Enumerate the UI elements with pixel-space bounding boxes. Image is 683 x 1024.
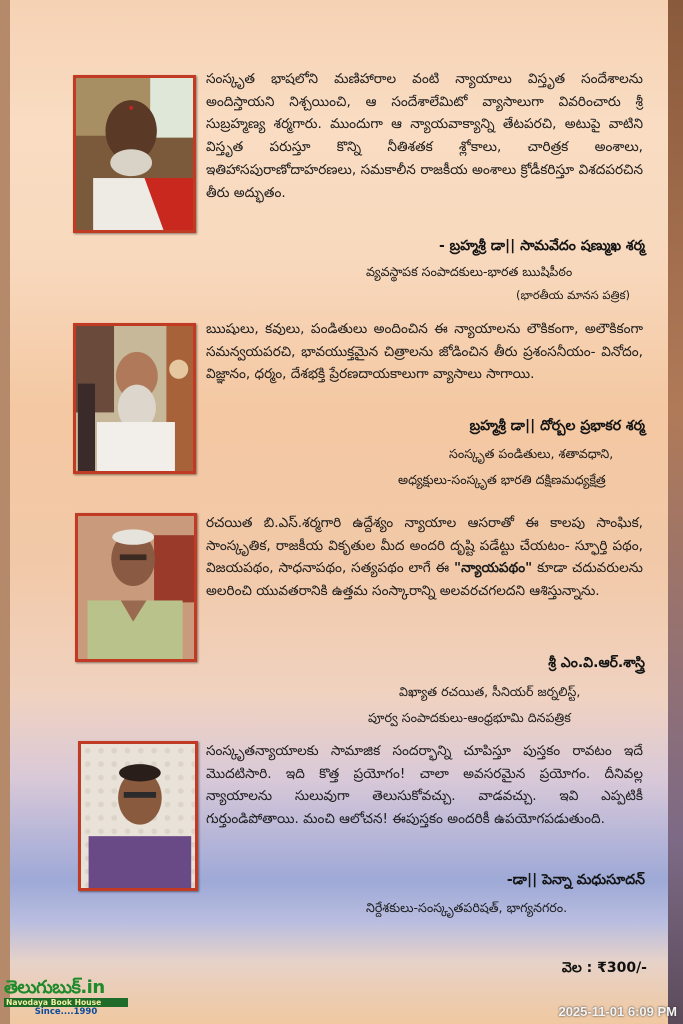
reviewer-designation-3a: విఖ్యాత రచయిత, సీనియర్ జర్నలిస్ట్,: [399, 684, 581, 699]
logo-since: Since....1990: [34, 1007, 98, 1017]
reviewer-designation-2b: అధ్యక్షులు-సంస్కృత భారతి దక్షిణమధ్యక్షేత్ర: [398, 472, 606, 487]
review-text-3: [206, 512, 643, 603]
reviewer-photo-3: [75, 513, 197, 662]
logo-strip: Navodaya Book House: [4, 998, 128, 1007]
review-text-1: సంస్కృత భాషలోని మణిహారాల వంటి న్యాయాలు విస్తృత సందేశాలను అందిస్తాయని నిశ్చయించి, ఆ సందేశాలేమిటో వ్యాసాలుగా వివరించారు శ్రీ సుబ్రహ్మణ్య శర్మగారు. ముందుగా ఆ న్యాయవాక్యాన్ని తేటపరచి, అటుపై వాటిని విస్తృత పరుస్తూ కొన్ని నీతిశతక శ్లోకాలు, చారిత్రక అంశాలు, ఇతిహాసపురాణోదాహరణలు, సమకాలీన రాజకీయ అంశాలు క్రోడీకరిస్తూ విశదపరచిన తీరు అద్భుతం.: [206, 71, 643, 201]
review-text-3-start: రచయిత బి.ఎస్.శర్మగారి ఉద్దేశ్యం న్యాయాల ఆసరాతో ఈ కాలపు సాంఘిక, సాంస్కృతిక, రాజకీయ వికృతుల మీద అందరి దృష్టి పడేట్టు చేయటం- స్ఫూర్తి పథం, విజయపథం, సాధనాపథం, సత్యపథం లాగే ఈ: [206, 515, 643, 577]
book-price: వెల : ₹300/-: [561, 960, 647, 976]
reviewer-name-3: శ్రీ ఎం.వి.ఆర్.శాస్త్రి: [548, 655, 645, 671]
review-text-4: సంస్కృతన్యాయాలకు సామాజిక సందర్భాన్ని చూపిస్తూ పుస్తకం రావటం ఇదే మొదటిసారి. ఇది కొత్త ప్రయోగం! చాలా అవసరమైన ప్రయోగం. దీనివల్ల న్యాయాలను సులువుగా తెలుసుకోవచ్చు. వాడవచ్చు. ఇవి ఎప్పటికీ గుర్తుండిపోతాయి. మంచి ఆలోచన! ఈపుస్తకం అందరికీ ఉపయోగపడుతుంది.: [206, 743, 643, 828]
reviewer-designation-1b: (భారతీయ మానస పత్రిక): [516, 288, 631, 302]
reviewer-designation-2a: సంస్కృత పండితులు, శతావధాని,: [449, 446, 614, 461]
reviewer-designation-1a: వ్యవస్థాపక సంపాదకులు-భారత ఋషిపీఠం: [366, 264, 573, 279]
reviewer-photo-1: [73, 75, 196, 233]
reviewer-photo-2: [73, 323, 196, 474]
portrait-image: [76, 326, 193, 471]
reviewer-name-2: బ్రహ్మశ్రీ డా|| దోర్బల ప్రభాకర శర్మ: [469, 418, 645, 434]
portrait-image: [78, 516, 194, 659]
portrait-image: [76, 78, 193, 230]
photo-timestamp: 2025-11-01 6:09 PM: [558, 1004, 677, 1019]
reviewer-name-4: -డా|| పెన్నా మధుసూదన్: [506, 872, 645, 888]
logo-title: తెలుగుబుక్.in: [4, 977, 105, 998]
book-edge: [668, 0, 683, 1024]
reviewer-name-1: - బ్రహ్మశ్రీ డా|| సామవేదం షణ్ముఖ శర్మ: [438, 238, 645, 254]
book-title-emphasis: "న్యాయపథం": [454, 560, 533, 577]
reviewer-photo-4: [78, 741, 198, 891]
review-text-3-end: కూడా చదువరులను అలరించి యువతరానికి ఉత్తమ సంస్కారాన్ని అలవరచగలదని ఆశిస్తున్నాను.: [206, 560, 643, 600]
portrait-image: [81, 744, 195, 888]
reviewer-designation-3b: పూర్వ సంపాదకులు-ఆంధ్రభూమి దినపత్రిక: [368, 710, 571, 725]
reviewer-designation-4a: నిర్దేశకులు-సంస్కృతపరిషత్, భాగ్యనగరం.: [366, 900, 568, 915]
review-text-2: ఋషులు, కవులు, పండితులు అందించిన ఈ న్యాయాలను లౌకికంగా, అలౌకికంగా సమన్వయపరచి, భావయుక్తమైన చిత్రాలను జోడించిన తీరు ప్రశంసనీయం- వినోదం, విజ్ఞానం, ధర్మం, దేశభక్తి ప్రేరణదాయకాలుగా వ్యాసాలు సాగాయి.: [206, 321, 643, 383]
publisher-logo: [4, 978, 128, 1022]
